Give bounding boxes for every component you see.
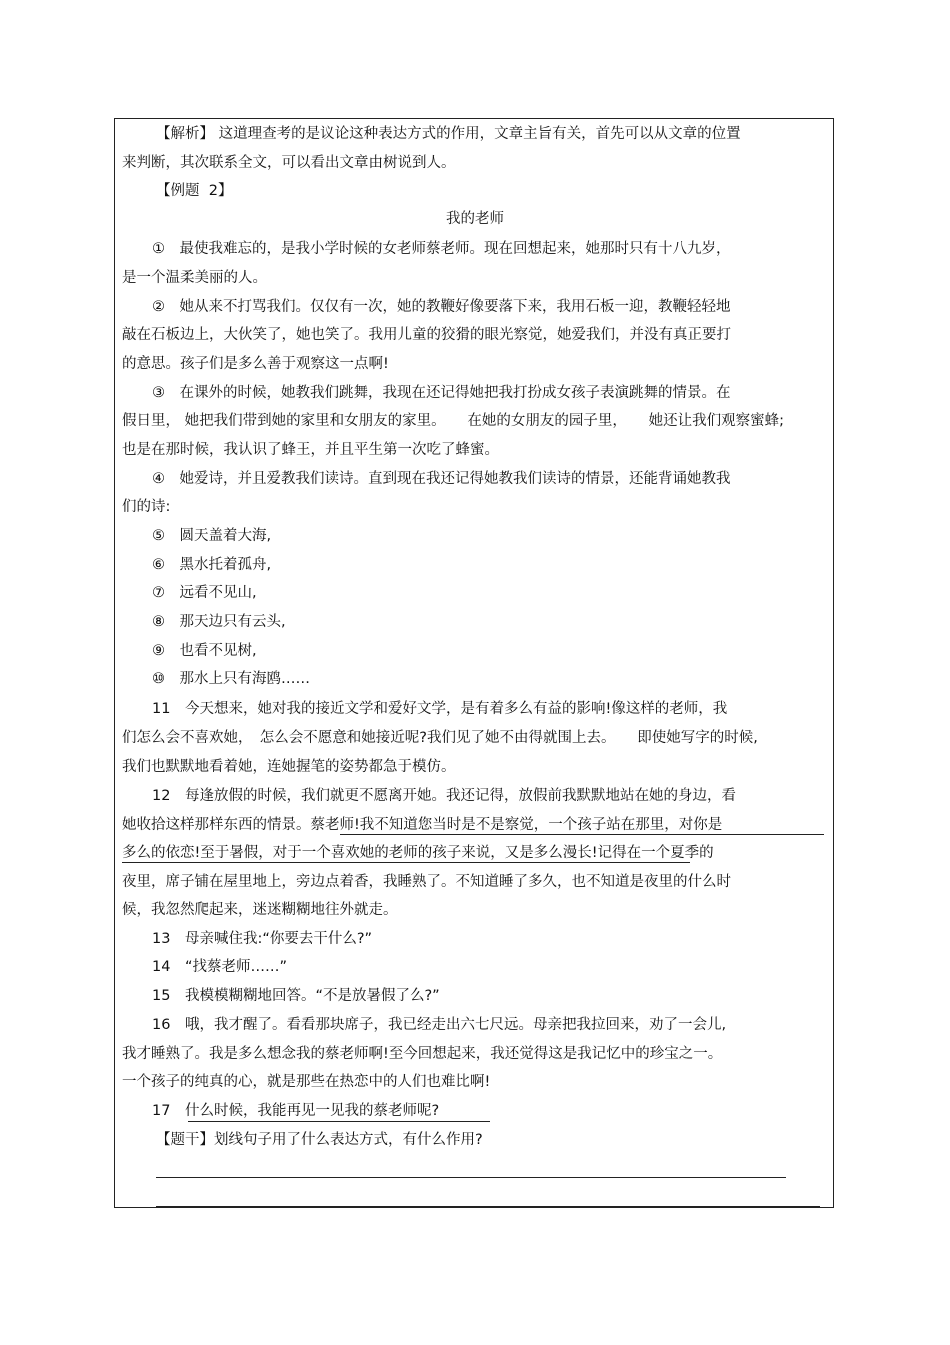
paragraph-line: 16 哦，我才醒了。看看那块席子，我已经走出六七尺远。母亲把我拉回来，劝了一会儿, bbox=[152, 1017, 727, 1033]
paragraph-line: 的意思。孩子们是多么善于观察这一点啊! bbox=[122, 356, 389, 372]
underline-mark bbox=[188, 1121, 490, 1122]
paragraph-line: 12 每逢放假的时候，我们就更不愿离开她。我还记得，放假前我默默地站在她的身边，看 bbox=[152, 788, 736, 804]
article-title: 我的老师 bbox=[446, 211, 504, 227]
underlined-line: 她收拾这样那样东西的情景。蔡老师!我不知道您当时是不是察觉，一个孩子站在那里，对你是 bbox=[122, 817, 723, 833]
poem-line: ⑥ 黑水托着孤舟, bbox=[152, 557, 272, 573]
paragraph-line: 们的诗: bbox=[122, 499, 171, 515]
poem-line: ⑧ 那天边只有云头, bbox=[152, 614, 286, 630]
paragraph-line: 假日里， 她把我们带到她的家里和女朋友的家里。 在她的女朋友的园子里， 她还让我们观察蜜蜂; bbox=[122, 413, 784, 429]
paragraph-line: 们怎么会不喜欢她， 怎么会不愿意和她接近呢?我们见了她不由得就围上去。 即使她写字的时候, bbox=[122, 730, 758, 746]
paragraph-line: 我才睡熟了。我是多么想念我的蔡老师啊!至今回想起来，我还觉得这是我记忆中的珍宝之一。 bbox=[122, 1046, 723, 1062]
paragraph-line: 也是在那时候，我认识了蜂王，并且平生第一次吃了蜂蜜。 bbox=[122, 442, 499, 458]
answer-line[interactable] bbox=[156, 1206, 820, 1207]
paragraph-line: ② 她从来不打骂我们。仅仅有一次，她的教鞭好像要落下来，我用石板一迎，教鞭轻轻地 bbox=[152, 299, 731, 315]
paragraph-line: 是一个温柔美丽的人。 bbox=[122, 270, 267, 286]
paragraph-line: 一个孩子的纯真的心，就是那些在热恋中的人们也难比啊! bbox=[122, 1074, 491, 1090]
paragraph-line: 14 “找蔡老师……” bbox=[152, 959, 287, 975]
paragraph-line: 15 我模模糊糊地回答。“不是放暑假了么?” bbox=[152, 988, 440, 1004]
underline-mark bbox=[122, 862, 690, 863]
paragraph-line: 我们也默默地看着她，连她握笔的姿势都急于模仿。 bbox=[122, 759, 456, 775]
poem-line: ⑩ 那水上只有海鸥…… bbox=[152, 671, 310, 687]
question-stem: 【题干】划线句子用了什么表达方式，有什么作用? bbox=[156, 1132, 483, 1148]
poem-line: ⑦ 远看不见山, bbox=[152, 585, 257, 601]
paragraph-line: ① 最使我难忘的，是我小学时候的女老师蔡老师。现在回想起来，她那时只有十八九岁， bbox=[152, 241, 731, 257]
paragraph-line: ③ 在课外的时候，她教我们跳舞，我现在还记得她把我打扮成女孩子表演跳舞的情景。在 bbox=[152, 385, 731, 401]
underlined-line: 多么的依恋!至于暑假，对于一个喜欢她的老师的孩子来说，又是多么漫长!记得在一个夏季的 bbox=[122, 845, 714, 861]
poem-line: ⑨ 也看不见树, bbox=[152, 643, 257, 659]
analysis-line-2: 来判断，其次联系全文，可以看出文章由树说到人。 bbox=[122, 155, 456, 171]
underline-mark bbox=[340, 834, 824, 835]
paragraph-line: 敲在石板边上，大伙笑了，她也笑了。我用儿童的狡猾的眼光察觉，她爱我们，并没有真正要打 bbox=[122, 327, 731, 343]
answer-line[interactable] bbox=[156, 1177, 786, 1178]
paragraph-line: ④ 她爱诗，并且爱教我们读诗。直到现在我还记得她教我们读诗的情景，还能背诵她教我 bbox=[152, 471, 731, 487]
poem-line: ⑤ 圆天盖着大海, bbox=[152, 528, 272, 544]
paragraph-line: 13 母亲喊住我:“你要去干什么?” bbox=[152, 931, 373, 947]
example-label: 【例题 2】 bbox=[156, 183, 233, 199]
paragraph-line: 11 今天想来，她对我的接近文学和爱好文学，是有着多么有益的影响!像这样的老师，我 bbox=[152, 701, 728, 717]
underlined-line: 17 什么时候，我能再见一见我的蔡老师呢? bbox=[152, 1103, 440, 1119]
paragraph-line: 候，我忽然爬起来，迷迷糊糊地往外就走。 bbox=[122, 902, 398, 918]
paragraph-line: 夜里，席子铺在屋里地上，旁边点着香，我睡熟了。不知道睡了多久，也不知道是夜里的什么时 bbox=[122, 874, 731, 890]
analysis-line-1: 【解析】 这道理查考的是议论这种表达方式的作用，文章主旨有关，首先可以从文章的位置 bbox=[156, 126, 741, 142]
